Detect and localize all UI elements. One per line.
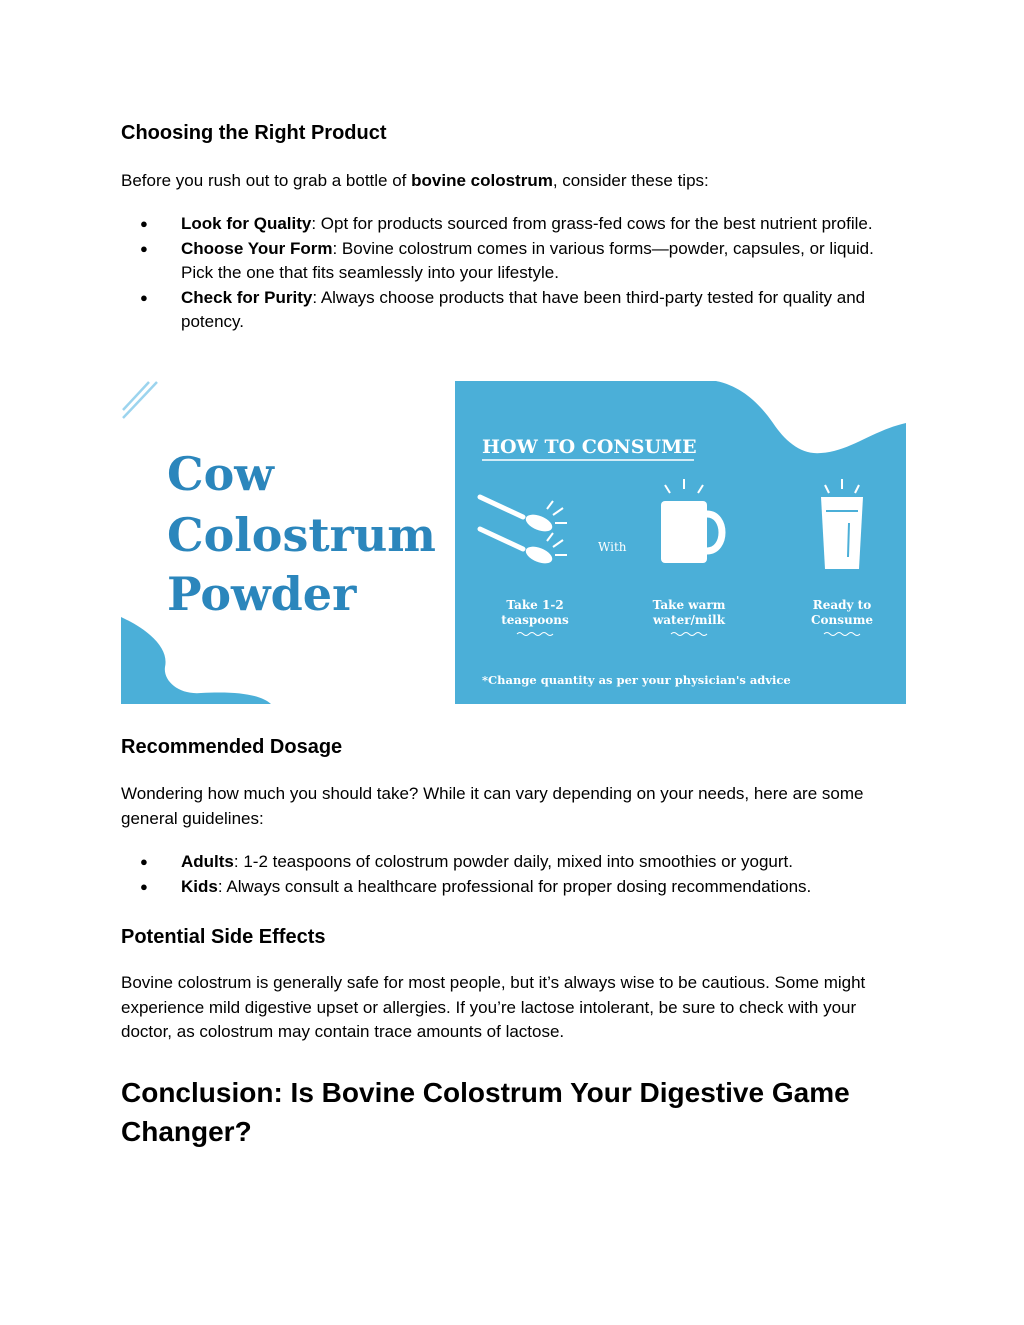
section-heading-choosing: Choosing the Right Product bbox=[121, 122, 387, 144]
side-effects-body: Bovine colostrum is generally safe for most people, but it’s always wise to be cautious. Some might experience mild digestive upset or allergies. If you’re lactose intolerant, be sure to check with your doctor, as colostrum may contain trace amounts of lactose. bbox=[121, 973, 866, 1041]
image-title-line3: Powder bbox=[167, 567, 357, 621]
step2-label-line1: Take warm bbox=[652, 598, 726, 612]
list-item: ● Look for Quality: Opt for products sourced from grass-fed cows for the best nutrient profile. bbox=[121, 212, 906, 237]
list-item: ● Choose Your Form: Bovine colostrum comes in various forms—powder, capsules, or liquid. Pick the one that fits seamlessly into your lifestyle. bbox=[121, 237, 906, 286]
list-item: ● Adults: 1-2 teaspoons of colostrum powder daily, mixed into smoothies or yogurt. bbox=[121, 850, 906, 875]
section-heading-dosage: Recommended Dosage bbox=[121, 736, 343, 758]
dosage-list bbox=[121, 850, 906, 899]
image-title-line1: Cow bbox=[167, 447, 274, 501]
dosage-intro: Wondering how much you should take? While it can vary depending on your needs, here are some general guidelines: bbox=[121, 784, 864, 828]
step1-label-line1: Take 1-2 bbox=[506, 598, 564, 612]
list-item: ● Kids: Always consult a healthcare professional for proper dosing recommendations. bbox=[121, 875, 906, 900]
conclusion-heading: Conclusion: Is Bovine Colostrum Your Digestive Game Changer? bbox=[121, 1077, 850, 1147]
panel-heading: HOW TO CONSUME bbox=[482, 436, 697, 458]
how-to-consume-image bbox=[121, 381, 906, 704]
with-label: With bbox=[598, 540, 627, 554]
step2-label-line2: water/milk bbox=[652, 613, 726, 627]
step3-label-line2: Consume bbox=[810, 613, 874, 627]
section-heading-side-effects: Potential Side Effects bbox=[121, 926, 326, 948]
step1-label-line2: teaspoons bbox=[501, 613, 569, 627]
decor-stripe bbox=[123, 382, 157, 418]
panel-footnote: *Change quantity as per your physician's advice bbox=[482, 673, 791, 687]
bold-term: bovine colostrum bbox=[411, 171, 553, 190]
list-item: ● Check for Purity: Always choose products that have been third-party tested for quality and potency. bbox=[121, 286, 906, 335]
decor-wave-blob bbox=[121, 617, 271, 704]
step3-label-line1: Ready to bbox=[812, 598, 872, 612]
image-title-line2: Colostrum bbox=[167, 508, 436, 562]
tips-list bbox=[121, 212, 906, 335]
choosing-intro: Before you rush out to grab a bottle of bovine colostrum, consider these tips: bbox=[121, 171, 709, 190]
